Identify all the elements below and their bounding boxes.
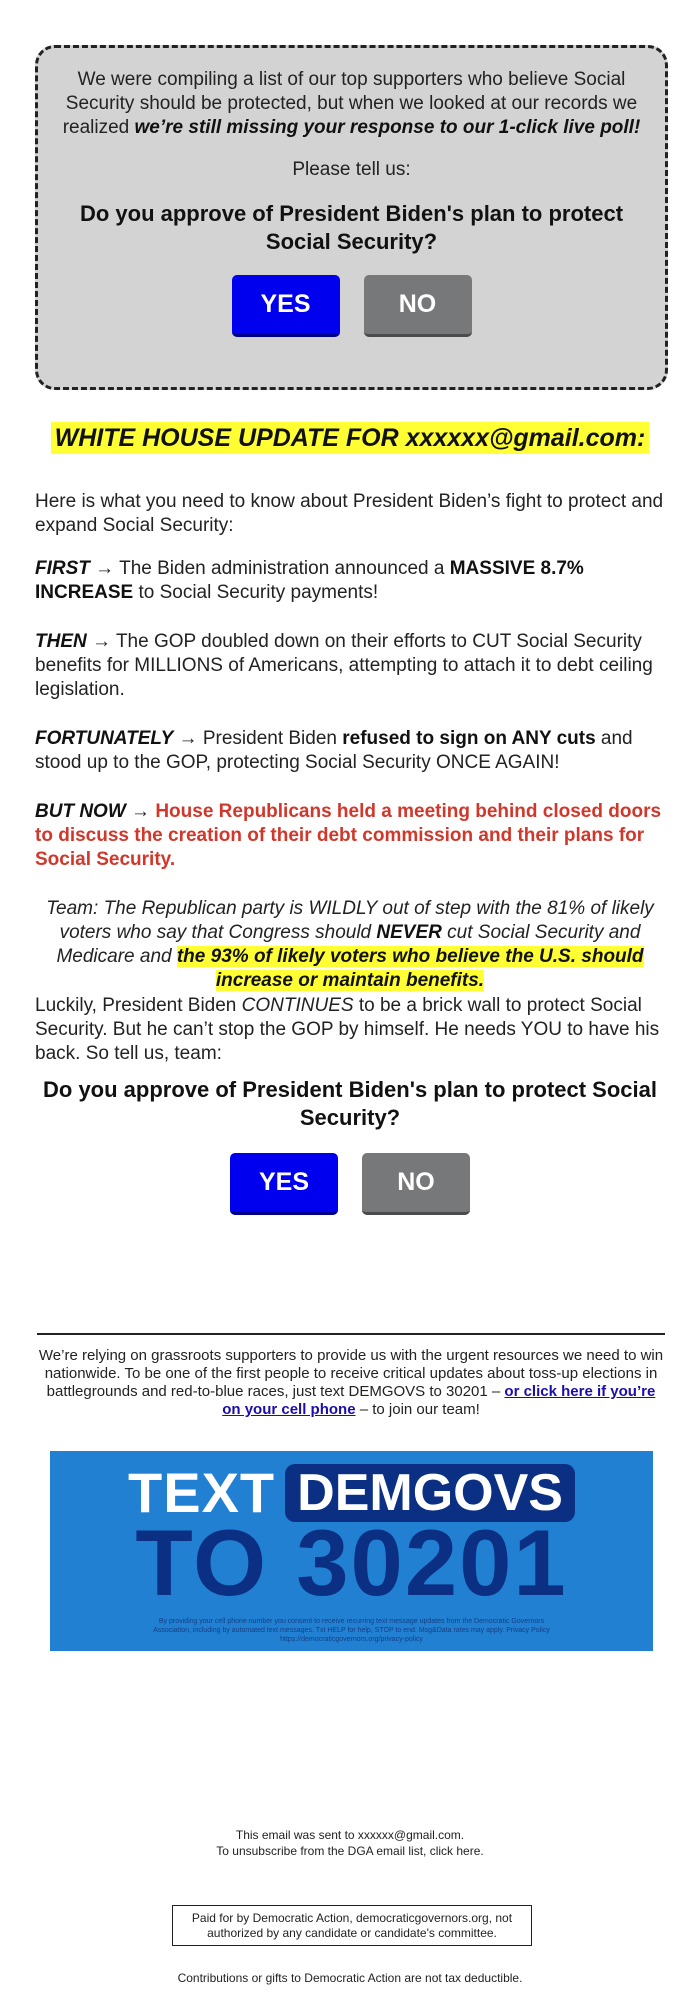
poll-please: Please tell us: — [292, 159, 411, 180]
banner-text-word: TEXT — [128, 1461, 276, 1524]
team-quote — [35, 897, 665, 993]
fortunately-paragraph — [35, 727, 665, 775]
banner-keyword-pill: DEMGOVS — [285, 1464, 575, 1522]
fortunately-text-b: and stood up to the GOP, protecting Social Security ONCE AGAIN! — [35, 728, 633, 773]
but-now-arrow: → — [125, 801, 156, 822]
but-now-paragraph — [35, 800, 665, 872]
headline-text: WHITE HOUSE UPDATE FOR xxxxxx@gmail.com: — [51, 422, 650, 454]
luckily-text-a: Luckily, President Biden — [35, 995, 242, 1016]
but-now-red-text: House Republicans held a meeting behind closed doors to discuss the creation of their debt commission and their plans for Social Security. — [35, 801, 662, 870]
intro-paragraph — [35, 490, 665, 538]
poll-box — [35, 45, 668, 390]
luckily-text-b: to be a brick wall to protect Social Security. But he can’t stop the GOP by himself. He needs YOU to have his back. So tell us, team: — [35, 995, 660, 1064]
no-button-2[interactable]: NO — [362, 1153, 470, 1215]
poll-intro-text: We were compiling a list of our top supporters who believe Social Security should be protected, but when we looked at our records we realized — [62, 69, 638, 138]
quote-never: NEVER — [376, 922, 442, 943]
text-demgovs-banner[interactable] — [50, 1451, 653, 1651]
quote-text-a: Team: The Republican party is WILDLY out of step with the 81% of likely voters who say that Congress should — [46, 898, 654, 943]
poll-question-2: Do you approve of President Biden's plan to protect Social Security? — [43, 1077, 657, 1130]
luckily-emphasis: CONTINUES — [241, 995, 354, 1016]
unsubscribe-line[interactable]: To unsubscribe from the DGA email list, click here. — [216, 1844, 484, 1858]
grassroots-text-b: – to join our team! — [355, 1401, 480, 1418]
grassroots-text-a: We’re relying on grassroots supporters to provide us with the urgent resources we need to win nationwide. To be one of the first people to receive critical updates about toss-up elections in battlegrounds and red-to-blue races, just text DEMGOVS to 30201 – — [38, 1347, 664, 1400]
poll-intro-emphasis: we’re still missing your response to our 1-click live poll! — [134, 117, 641, 138]
luckily-paragraph — [35, 994, 665, 1066]
intro-text: Here is what you need to know about President Biden’s fight to protect and expand Social Security: — [35, 491, 664, 536]
poll-intro — [52, 68, 651, 140]
quote-highlight: the 93% of likely voters who believe the U.S. should increase or maintain benefits. — [176, 946, 644, 991]
no-button[interactable]: NO — [364, 275, 472, 337]
grassroots-paragraph — [37, 1347, 665, 1419]
poll-button-row-2 — [0, 1153, 700, 1215]
footer-divider — [37, 1333, 665, 1335]
yes-button-2[interactable]: YES — [230, 1153, 338, 1215]
fortunately-label: FORTUNATELY — [35, 728, 174, 749]
first-paragraph — [35, 557, 665, 605]
first-label: FIRST — [35, 558, 90, 579]
fortunately-text-a: → President Biden — [173, 728, 343, 749]
sent-notice — [0, 1827, 700, 1859]
yes-button[interactable]: YES — [232, 275, 340, 337]
then-text: → The GOP doubled down on their efforts to CUT Social Security benefits for MILLIONS of Americans, attempting to attach it to debt ceiling legislation. — [35, 631, 653, 700]
paid-for-box: Paid for by Democratic Action, democraticgovernors.org, not authorized by any candidate or candidate's committee. — [172, 1905, 532, 1946]
poll-question: Do you approve of President Biden's plan to protect Social Security? — [79, 201, 624, 254]
contributions-notice: Contributions or gifts to Democratic Action are not tax deductible. — [177, 1971, 523, 1985]
then-paragraph — [35, 630, 665, 702]
quote-text-b: cut Social Security and Medicare and — [56, 922, 641, 967]
sent-line-1: This email was sent to xxxxxx@gmail.com. — [235, 1828, 465, 1842]
poll-button-row — [52, 275, 651, 337]
fortunately-strong: refused to sign on ANY cuts — [342, 728, 596, 749]
cell-phone-link[interactable]: or click here if you’re on your cell phone — [222, 1383, 656, 1418]
first-text-b: to Social Security payments! — [133, 582, 379, 603]
then-label: THEN — [35, 631, 87, 652]
but-now-label: BUT NOW — [35, 801, 126, 822]
first-strong: MASSIVE 8.7% INCREASE — [35, 558, 584, 603]
headline — [0, 422, 700, 454]
banner-fine-print: By providing your cell phone number you consent to receive recurring text message updates from the Democratic Governors Association, including by automated text messages. Txt HELP for help, STOP to end. Msg&Data rates may apply. Privacy Policy https://democraticgovernors.org/privacy-policy — [153, 1618, 550, 1643]
banner-shortcode: TO 30201 — [135, 1510, 568, 1615]
first-text-a: → The Biden administration announced a — [89, 558, 450, 579]
